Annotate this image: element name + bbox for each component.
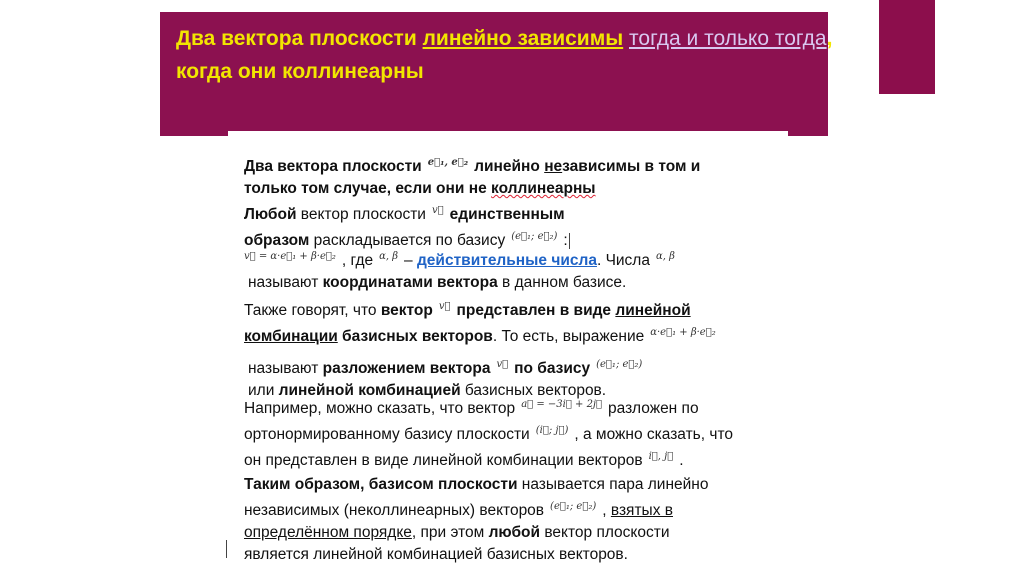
math-v: v⃗ bbox=[431, 205, 444, 216]
title-part-1: Два вектора плоскости bbox=[176, 27, 423, 50]
math-alpha-beta-2: α, β bbox=[655, 251, 675, 262]
math-formula: v⃗ = α·e⃗₁ + β·e⃗₂ bbox=[244, 251, 336, 262]
math-basis: (e⃗₁; e⃗₂) bbox=[511, 231, 558, 242]
p1-text-d: зависимы в том и bbox=[562, 158, 701, 175]
p6-text-i: любой bbox=[488, 524, 541, 541]
p4-text-c: представлен в виде bbox=[456, 302, 616, 319]
p6-text-h: , при этом bbox=[411, 524, 489, 541]
p4-text-d: линейной bbox=[615, 302, 691, 319]
p1-text-c: не bbox=[544, 158, 563, 175]
paragraph-basis-definition bbox=[244, 474, 708, 566]
p4-text-j: по базису bbox=[514, 360, 591, 377]
title-link[interactable]: тогда и только тогда bbox=[629, 27, 827, 50]
p1-text-e: только том случае, если они не bbox=[244, 180, 492, 197]
math-v-3: v⃗ bbox=[496, 359, 509, 370]
math-a-vector: a⃗ = −3i⃗ + 2j⃗ bbox=[521, 399, 603, 410]
math-e1-e2: e⃗₁, e⃗₂ bbox=[427, 157, 469, 168]
math-alpha-beta: α, β bbox=[379, 251, 399, 262]
p2-text-b: вектор плоскости bbox=[296, 206, 426, 223]
p4-text-h: называют bbox=[248, 360, 323, 377]
p4-text-a: Также говорят, что bbox=[244, 302, 381, 319]
p6-text-c: называется пара линейно bbox=[517, 476, 709, 493]
p4-text-k: или bbox=[248, 382, 279, 399]
p1-text-a: Два вектора плоскости bbox=[244, 158, 422, 175]
paragraph-example bbox=[244, 394, 733, 472]
p3-text-f: координатами вектора bbox=[322, 274, 498, 291]
p4-text-i: разложением вектора bbox=[322, 360, 491, 377]
p5-text-b: разложен по bbox=[608, 400, 699, 417]
title-part-5: , когда они коллинеарны bbox=[176, 27, 833, 83]
p2-text-c: единственным bbox=[449, 206, 565, 223]
p6-text-d: независимых (неколлинеарных) векторов bbox=[244, 502, 545, 519]
p4-text-m: базисных векторов. bbox=[460, 382, 607, 399]
left-margin-mark bbox=[226, 540, 227, 558]
p2-text-f: : bbox=[563, 232, 568, 249]
title-part-2: линейно зависимы bbox=[422, 27, 624, 50]
p3-text-g: в данном базисе. bbox=[497, 274, 627, 291]
p6-text-a: Таким образом, bbox=[244, 476, 369, 493]
p2-text-d: образом bbox=[244, 232, 310, 249]
slide-title bbox=[176, 22, 836, 88]
p5-text-c: ортонормированному базису плоскости bbox=[244, 426, 530, 443]
p6-text-j: вектор плоскости bbox=[540, 524, 670, 541]
p4-text-f: базисных векторов bbox=[337, 328, 493, 345]
p6-text-b: базисом плоскости bbox=[368, 476, 518, 493]
p3-text-b: – bbox=[404, 252, 417, 269]
paragraph-unique-decomposition bbox=[244, 200, 570, 252]
paragraph-coordinates bbox=[244, 246, 681, 294]
p3-text-a: , где bbox=[341, 252, 374, 269]
p3-text-e: называют bbox=[248, 274, 323, 291]
math-basis-3: (e⃗₁; e⃗₂) bbox=[550, 501, 597, 512]
p4-text-e: комбинации bbox=[244, 328, 338, 345]
p4-text-b: вектор bbox=[380, 302, 433, 319]
p4-text-g: . То есть, выражение bbox=[492, 328, 645, 345]
math-expression: α·e⃗₁ + β·e⃗₂ bbox=[650, 327, 716, 338]
p3-text-d: . Числа bbox=[596, 252, 650, 269]
p4-text-l: линейной комбинацией bbox=[278, 382, 461, 399]
p5-text-e: он представлен в виде линейной комбинации векторов bbox=[244, 452, 643, 469]
p5-text-f: . bbox=[679, 452, 684, 469]
p6-text-e: , bbox=[602, 502, 611, 519]
p5-text-d: , а можно сказать, что bbox=[574, 426, 733, 443]
p1-text-f: коллинеарны bbox=[491, 180, 596, 197]
p5-text-a: Например, можно сказать, что вектор bbox=[244, 400, 516, 417]
real-numbers-link[interactable]: действительные числа bbox=[416, 252, 597, 269]
math-v-2: v⃗ bbox=[438, 301, 451, 312]
p6-text-g: определённом порядке bbox=[244, 524, 412, 541]
math-ij-vectors: i⃗, j⃗ bbox=[648, 451, 674, 462]
p6-text-f: взятых в bbox=[610, 502, 673, 519]
math-basis-2: (e⃗₁; e⃗₂) bbox=[596, 359, 643, 370]
paragraph-definition-independence bbox=[244, 152, 700, 200]
p6-text-k: является линейной комбинацией базисных векторов. bbox=[244, 546, 628, 563]
accent-bar bbox=[879, 0, 935, 94]
math-ij-basis: (i⃗; j⃗) bbox=[535, 425, 569, 436]
p1-text-b: линейно bbox=[474, 158, 545, 175]
p2-text-e: раскладывается по базису bbox=[309, 232, 506, 249]
paragraph-linear-combination bbox=[244, 296, 722, 402]
p2-text-a: Любой bbox=[244, 206, 297, 223]
